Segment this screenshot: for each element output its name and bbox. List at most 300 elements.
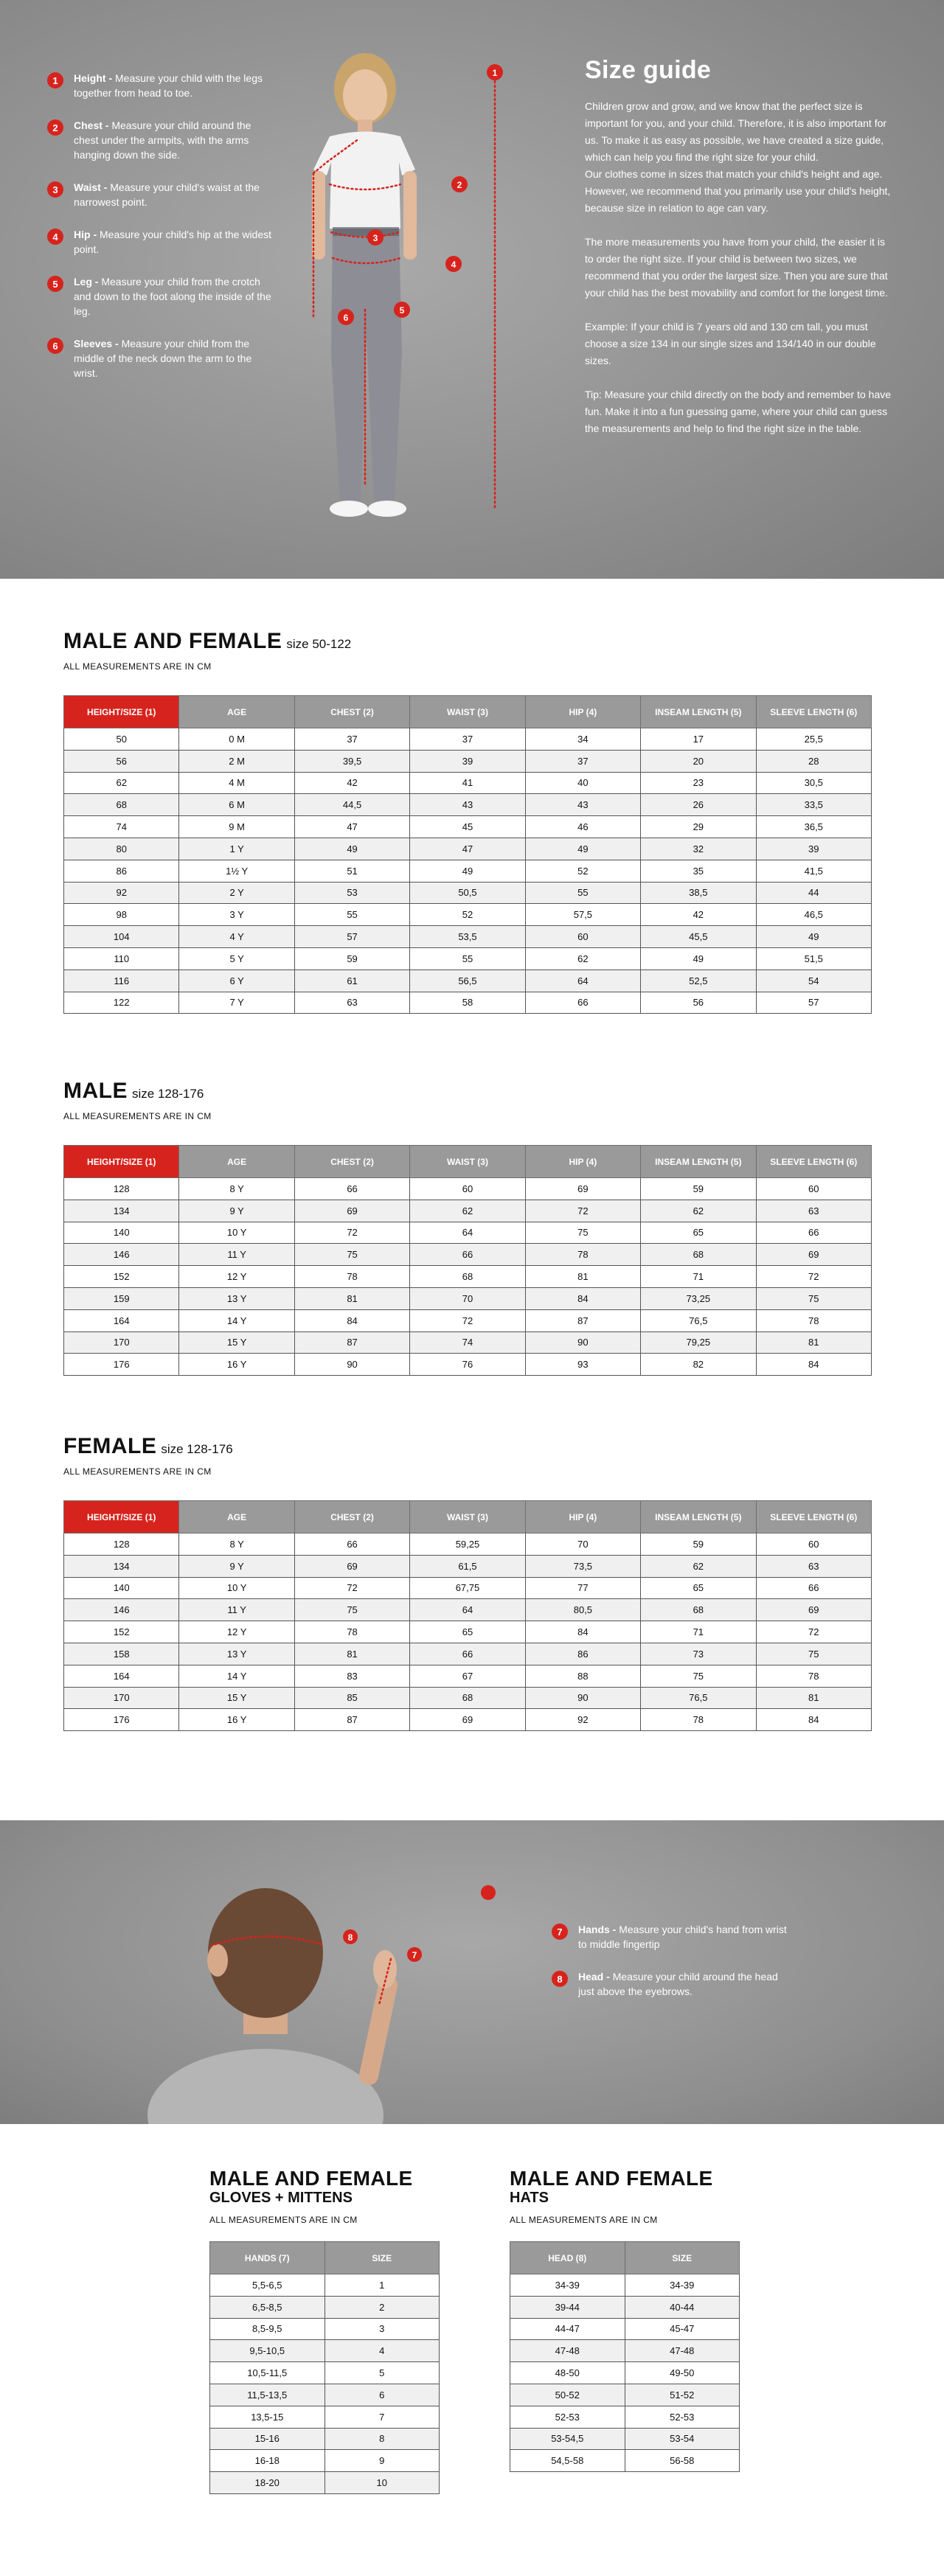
table-cell: 80,5 xyxy=(525,1599,640,1621)
table-cell: 73,25 xyxy=(641,1287,756,1309)
table-row xyxy=(64,750,872,772)
table-cell: 14 Y xyxy=(179,1665,294,1687)
table-cell: 140 xyxy=(64,1577,179,1599)
table-row xyxy=(64,1534,872,1556)
table-cell: 66 xyxy=(294,1534,409,1556)
table-cell: 75 xyxy=(525,1222,640,1244)
table-cell: 64 xyxy=(410,1599,525,1621)
svg-text:4: 4 xyxy=(451,260,457,270)
table-cell: 68 xyxy=(64,794,179,816)
table-cell: 69 xyxy=(756,1599,871,1621)
table-cell: 30,5 xyxy=(756,772,871,794)
table-cell: 128 xyxy=(64,1178,179,1200)
table-cell: 44-47 xyxy=(510,2318,625,2340)
table-cell: 56 xyxy=(64,750,179,772)
table-row xyxy=(64,860,872,882)
measure-description: Measure your child from the crotch and down to the foot along the inside of the leg. xyxy=(74,276,271,317)
table-cell: 60 xyxy=(756,1534,871,1556)
table-cell: 47 xyxy=(294,816,409,838)
measure-text xyxy=(74,118,276,162)
table-cell: 78 xyxy=(756,1665,871,1687)
table-cell: 38,5 xyxy=(641,882,756,904)
measure-description: Measure your child's hand from wrist to middle fingertip xyxy=(578,1924,787,1950)
table-cell: 7 xyxy=(324,2406,440,2428)
table-row xyxy=(210,2362,440,2384)
table-row xyxy=(210,2428,440,2450)
table-cell: 66 xyxy=(756,1222,871,1244)
table-cell: 3 Y xyxy=(179,904,294,926)
table-cell: 63 xyxy=(294,992,409,1014)
table-cell: 44,5 xyxy=(294,794,409,816)
table-row xyxy=(210,2472,440,2494)
guide-paragraph: The more measurements you have from your child, the easier it is to order the right size. If your child is between two sizes, we recommend that you order the largest size. Then you are sure that your child has the best movability and comfort for the longest time. xyxy=(585,236,888,299)
table-cell: 49 xyxy=(294,838,409,860)
table-cell: 15 Y xyxy=(179,1687,294,1709)
measure-item xyxy=(47,274,276,318)
column-header: INSEAM LENGTH (5) xyxy=(641,1146,756,1178)
column-header: HEAD (8) xyxy=(510,2242,625,2274)
table-cell: 164 xyxy=(64,1309,179,1331)
measure-term: Height - xyxy=(74,72,115,84)
hero-section xyxy=(0,0,944,579)
table-cell: 52-53 xyxy=(510,2406,625,2428)
table-cell: 4 Y xyxy=(179,926,294,948)
table-cell: 93 xyxy=(525,1354,640,1376)
table-cell: 57 xyxy=(294,926,409,948)
measurement-note: ALL MEASUREMENTS ARE IN CM xyxy=(63,1466,212,1477)
table-cell: 41,5 xyxy=(756,860,871,882)
table-cell: 128 xyxy=(64,1534,179,1556)
column-header: HEIGHT/SIZE (1) xyxy=(64,1146,179,1178)
table-cell: 2 xyxy=(324,2296,440,2318)
table-cell: 23 xyxy=(641,772,756,794)
table-cell: 52 xyxy=(525,860,640,882)
table-row xyxy=(210,2384,440,2406)
table-cell: 59 xyxy=(294,947,409,970)
column-header: WAIST (3) xyxy=(410,696,525,728)
unisex-size-table xyxy=(63,695,872,1014)
svg-text:7: 7 xyxy=(412,1950,417,1960)
table-cell: 87 xyxy=(294,1331,409,1354)
measure-text xyxy=(74,336,276,380)
column-header: INSEAM LENGTH (5) xyxy=(641,1501,756,1534)
table-row xyxy=(64,926,872,948)
table-cell: 13 Y xyxy=(179,1643,294,1665)
table-row xyxy=(64,1555,872,1577)
table-cell: 37 xyxy=(294,728,409,751)
table-cell: 72 xyxy=(294,1577,409,1599)
table-cell: 40 xyxy=(525,772,640,794)
table-row xyxy=(64,1200,872,1222)
measure-text xyxy=(74,180,276,209)
table-row xyxy=(64,1354,872,1376)
table-row xyxy=(64,1331,872,1354)
table-cell: 74 xyxy=(410,1331,525,1354)
table-cell: 6 Y xyxy=(179,970,294,992)
table-cell: 56 xyxy=(641,992,756,1014)
table-cell: 140 xyxy=(64,1222,179,1244)
table-cell: 69 xyxy=(756,1244,871,1266)
table-cell: 10 Y xyxy=(179,1577,294,1599)
measure-item xyxy=(47,118,276,162)
column-header: HIP (4) xyxy=(525,696,640,728)
table-cell: 10,5-11,5 xyxy=(210,2362,325,2384)
table-row xyxy=(64,1665,872,1687)
table-header-row xyxy=(64,1501,872,1534)
measure-term: Chest - xyxy=(74,119,112,131)
female-size-section xyxy=(63,1434,872,1731)
table-cell: 92 xyxy=(64,882,179,904)
table-cell: 48-50 xyxy=(510,2362,625,2384)
table-cell: 110 xyxy=(64,947,179,970)
table-row xyxy=(64,1287,872,1309)
table-cell: 50-52 xyxy=(510,2384,625,2406)
table-row xyxy=(210,2406,440,2428)
table-cell: 83 xyxy=(294,1665,409,1687)
gloves-subtitle: GLOVES + MITTENS xyxy=(209,2190,353,2206)
table-cell: 90 xyxy=(525,1687,640,1709)
table-cell: 87 xyxy=(525,1309,640,1331)
table-cell: 54 xyxy=(756,970,871,992)
table-cell: 164 xyxy=(64,1665,179,1687)
table-cell: 39,5 xyxy=(294,750,409,772)
unisex-size-section xyxy=(63,629,872,1014)
table-cell: 68 xyxy=(410,1687,525,1709)
table-cell: 43 xyxy=(410,794,525,816)
measure-number-badge: 2 xyxy=(47,119,63,136)
table-row xyxy=(64,1244,872,1266)
column-header: WAIST (3) xyxy=(410,1501,525,1534)
table-cell: 84 xyxy=(525,1287,640,1309)
table-cell: 9 Y xyxy=(179,1555,294,1577)
table-cell: 176 xyxy=(64,1709,179,1731)
measure-text xyxy=(74,274,276,318)
table-cell: 39-44 xyxy=(510,2296,625,2318)
table-cell: 37 xyxy=(410,728,525,751)
table-row xyxy=(210,2318,440,2340)
table-cell: 56-58 xyxy=(625,2450,740,2472)
table-cell: 6 M xyxy=(179,794,294,816)
table-row xyxy=(510,2296,740,2318)
measure-item xyxy=(47,336,276,380)
column-header: HIP (4) xyxy=(525,1501,640,1534)
table-cell: 63 xyxy=(756,1200,871,1222)
table-cell: 33,5 xyxy=(756,794,871,816)
svg-text:2: 2 xyxy=(457,180,462,190)
measurement-note: ALL MEASUREMENTS ARE IN CM xyxy=(63,661,212,672)
table-cell: 59,25 xyxy=(410,1534,525,1556)
table-cell: 4 M xyxy=(179,772,294,794)
column-header: HIP (4) xyxy=(525,1146,640,1178)
table-cell: 81 xyxy=(756,1687,871,1709)
table-cell: 81 xyxy=(525,1266,640,1288)
table-cell: 170 xyxy=(64,1687,179,1709)
svg-text:3: 3 xyxy=(372,233,378,243)
table-cell: 12 Y xyxy=(179,1266,294,1288)
table-cell: 6,5-8,5 xyxy=(210,2296,325,2318)
table-cell: 52-53 xyxy=(625,2406,740,2428)
table-cell: 68 xyxy=(641,1599,756,1621)
table-cell: 16 Y xyxy=(179,1709,294,1731)
column-header: INSEAM LENGTH (5) xyxy=(641,696,756,728)
table-cell: 134 xyxy=(64,1200,179,1222)
table-cell: 49 xyxy=(756,926,871,948)
table-cell: 13,5-15 xyxy=(210,2406,325,2428)
table-cell: 8 xyxy=(324,2428,440,2450)
table-cell: 40-44 xyxy=(625,2296,740,2318)
table-row xyxy=(210,2340,440,2362)
table-row xyxy=(64,728,872,751)
measure-text xyxy=(578,1922,795,1952)
table-cell: 0 M xyxy=(179,728,294,751)
table-cell: 8,5-9,5 xyxy=(210,2318,325,2340)
table-cell: 70 xyxy=(410,1287,525,1309)
table-cell: 65 xyxy=(410,1621,525,1643)
male-size-section xyxy=(63,1079,872,1376)
female-size-table xyxy=(63,1500,872,1731)
table-cell: 88 xyxy=(525,1665,640,1687)
svg-text:6: 6 xyxy=(343,313,349,323)
table-cell: 59 xyxy=(641,1178,756,1200)
table-cell: 63 xyxy=(756,1555,871,1577)
table-header-row xyxy=(64,696,872,728)
table-cell: 60 xyxy=(525,926,640,948)
table-cell: 1 Y xyxy=(179,838,294,860)
table-row xyxy=(510,2406,740,2428)
guide-paragraph: Tip: Measure your child directly on the body and remember to have fun. Make it into a fun guessing game, where your child can guess the measurements and help to find the right size in the table. xyxy=(585,389,892,434)
table-cell: 61 xyxy=(294,970,409,992)
table-cell: 176 xyxy=(64,1354,179,1376)
table-row xyxy=(510,2340,740,2362)
table-cell: 82 xyxy=(641,1354,756,1376)
table-cell: 53-54 xyxy=(625,2428,740,2450)
table-row xyxy=(64,970,872,992)
table-cell: 62 xyxy=(525,947,640,970)
table-cell: 45,5 xyxy=(641,926,756,948)
table-row xyxy=(64,1577,872,1599)
table-cell: 45 xyxy=(410,816,525,838)
table-cell: 57 xyxy=(756,992,871,1014)
table-cell: 13 Y xyxy=(179,1287,294,1309)
measure-item xyxy=(47,180,276,209)
table-cell: 34 xyxy=(525,728,640,751)
table-cell: 72 xyxy=(525,1200,640,1222)
table-cell: 49 xyxy=(410,860,525,882)
table-cell: 76,5 xyxy=(641,1309,756,1331)
column-header: CHEST (2) xyxy=(294,1501,409,1534)
table-cell: 69 xyxy=(410,1709,525,1731)
column-header: SLEEVE LENGTH (6) xyxy=(756,1146,871,1178)
section-title: MALE xyxy=(63,1079,128,1103)
measure-description: Measure your child's waist at the narrowest point. xyxy=(74,181,260,208)
section-size-range: size 128-176 xyxy=(132,1087,204,1101)
table-row xyxy=(210,2296,440,2318)
table-cell: 86 xyxy=(525,1643,640,1665)
table-cell: 55 xyxy=(525,882,640,904)
table-row xyxy=(510,2318,740,2340)
table-header-row xyxy=(64,1146,872,1178)
table-cell: 69 xyxy=(525,1178,640,1200)
table-cell: 87 xyxy=(294,1709,409,1731)
table-cell: 26 xyxy=(641,794,756,816)
svg-text:5: 5 xyxy=(399,305,405,316)
table-cell: 84 xyxy=(525,1621,640,1643)
measure-term: Hands - xyxy=(578,1924,620,1935)
measurement-note: ALL MEASUREMENTS ARE IN CM xyxy=(209,2215,358,2225)
table-cell: 84 xyxy=(756,1709,871,1731)
table-cell: 66 xyxy=(294,1178,409,1200)
size-guide-title: Size guide xyxy=(585,56,712,84)
table-cell: 52,5 xyxy=(641,970,756,992)
table-row xyxy=(510,2384,740,2406)
table-cell: 66 xyxy=(525,992,640,1014)
table-cell: 16-18 xyxy=(210,2450,325,2472)
table-cell: 42 xyxy=(641,904,756,926)
table-cell: 8 Y xyxy=(179,1178,294,1200)
table-cell: 86 xyxy=(64,860,179,882)
table-cell: 54,5-58 xyxy=(510,2450,625,2472)
table-cell: 51 xyxy=(294,860,409,882)
table-cell: 16 Y xyxy=(179,1354,294,1376)
table-cell: 71 xyxy=(641,1621,756,1643)
table-cell: 81 xyxy=(294,1287,409,1309)
measure-description: Measure your child around the chest under the armpits, with the arms hanging down the side. xyxy=(74,119,251,161)
table-cell: 35 xyxy=(641,860,756,882)
table-row xyxy=(64,1178,872,1200)
table-cell: 53 xyxy=(294,882,409,904)
table-row xyxy=(64,882,872,904)
table-cell: 64 xyxy=(410,1222,525,1244)
table-cell: 53,5 xyxy=(410,926,525,948)
table-cell: 78 xyxy=(294,1621,409,1643)
table-cell: 50,5 xyxy=(410,882,525,904)
table-row xyxy=(64,816,872,838)
table-cell: 60 xyxy=(756,1178,871,1200)
guide-paragraph: Our clothes come in sizes that match your child's height and age. However, we recommend that you primarily use your child's height, because size in relation to age can vary. xyxy=(585,168,891,214)
table-cell: 8 Y xyxy=(179,1534,294,1556)
table-cell: 51,5 xyxy=(756,947,871,970)
table-row xyxy=(64,1309,872,1331)
table-header-row xyxy=(210,2242,440,2274)
table-row xyxy=(64,838,872,860)
measure-term: Head - xyxy=(578,1971,613,1983)
table-cell: 68 xyxy=(410,1266,525,1288)
table-cell: 78 xyxy=(756,1309,871,1331)
measure-number-badge: 7 xyxy=(552,1924,568,1940)
measure-text xyxy=(74,227,276,257)
table-cell: 68 xyxy=(641,1244,756,1266)
table-cell: 59 xyxy=(641,1534,756,1556)
table-cell: 6 xyxy=(324,2384,440,2406)
table-cell: 76,5 xyxy=(641,1687,756,1709)
table-cell: 56,5 xyxy=(410,970,525,992)
measurement-instructions xyxy=(47,71,276,398)
table-cell: 72 xyxy=(294,1222,409,1244)
table-cell: 2 Y xyxy=(179,882,294,904)
table-cell: 85 xyxy=(294,1687,409,1709)
table-cell: 29 xyxy=(641,816,756,838)
table-row xyxy=(64,1643,872,1665)
measure-term: Hip - xyxy=(74,229,100,240)
table-cell: 62 xyxy=(64,772,179,794)
table-cell: 77 xyxy=(525,1577,640,1599)
table-cell: 55 xyxy=(410,947,525,970)
table-cell: 5,5-6,5 xyxy=(210,2274,325,2297)
table-cell: 116 xyxy=(64,970,179,992)
table-cell: 49 xyxy=(641,947,756,970)
table-cell: 122 xyxy=(64,992,179,1014)
table-cell: 104 xyxy=(64,926,179,948)
measure-description: Measure your child around the head just above the eyebrows. xyxy=(578,1971,778,1997)
table-cell: 36,5 xyxy=(756,816,871,838)
table-cell: 152 xyxy=(64,1266,179,1288)
guide-paragraph: Children grow and grow, and we know that the perfect size is important for you, and your child. Therefore, it is also important for us. To make it as easy as possible, we have created a size guide, which can help you find the right size for your child. xyxy=(585,100,887,163)
measure-item xyxy=(47,71,276,100)
table-row xyxy=(64,1599,872,1621)
table-cell: 17 xyxy=(641,728,756,751)
table-cell: 76 xyxy=(410,1354,525,1376)
measurement-note: ALL MEASUREMENTS ARE IN CM xyxy=(63,1111,212,1121)
table-cell: 32 xyxy=(641,838,756,860)
table-cell: 11,5-13,5 xyxy=(210,2384,325,2406)
column-header: CHEST (2) xyxy=(294,696,409,728)
table-cell: 46,5 xyxy=(756,904,871,926)
column-header: HANDS (7) xyxy=(210,2242,325,2274)
table-cell: 52 xyxy=(410,904,525,926)
table-cell: 84 xyxy=(294,1309,409,1331)
table-row xyxy=(64,1687,872,1709)
measure-text xyxy=(578,1969,795,1999)
table-cell: 78 xyxy=(525,1244,640,1266)
table-cell: 80 xyxy=(64,838,179,860)
table-row xyxy=(64,1709,872,1731)
table-cell: 5 Y xyxy=(179,947,294,970)
table-cell: 11 Y xyxy=(179,1599,294,1621)
measure-item xyxy=(552,1922,795,1952)
table-cell: 28 xyxy=(756,750,871,772)
table-cell: 78 xyxy=(294,1266,409,1288)
table-cell: 66 xyxy=(410,1244,525,1266)
table-cell: 81 xyxy=(294,1643,409,1665)
column-header: WAIST (3) xyxy=(410,1146,525,1178)
accessories-hero xyxy=(0,1820,944,2124)
table-cell: 49-50 xyxy=(625,2362,740,2384)
table-cell: 65 xyxy=(641,1222,756,1244)
table-header-row xyxy=(510,2242,740,2274)
table-cell: 25,5 xyxy=(756,728,871,751)
table-cell: 39 xyxy=(410,750,525,772)
table-cell: 74 xyxy=(64,816,179,838)
table-cell: 3 xyxy=(324,2318,440,2340)
table-row xyxy=(510,2450,740,2472)
table-cell: 11 Y xyxy=(179,1244,294,1266)
table-cell: 146 xyxy=(64,1599,179,1621)
table-cell: 90 xyxy=(525,1331,640,1354)
column-header: AGE xyxy=(179,696,294,728)
measure-item xyxy=(552,1969,795,1999)
table-row xyxy=(64,1222,872,1244)
table-cell: 10 xyxy=(324,2472,440,2494)
table-cell: 90 xyxy=(294,1354,409,1376)
table-cell: 67 xyxy=(410,1665,525,1687)
table-row xyxy=(210,2274,440,2297)
table-cell: 73 xyxy=(641,1643,756,1665)
table-cell: 75 xyxy=(641,1665,756,1687)
table-cell: 51-52 xyxy=(625,2384,740,2406)
measurement-note: ALL MEASUREMENTS ARE IN CM xyxy=(510,2215,658,2225)
male-size-table xyxy=(63,1145,872,1376)
table-cell: 18-20 xyxy=(210,2472,325,2494)
